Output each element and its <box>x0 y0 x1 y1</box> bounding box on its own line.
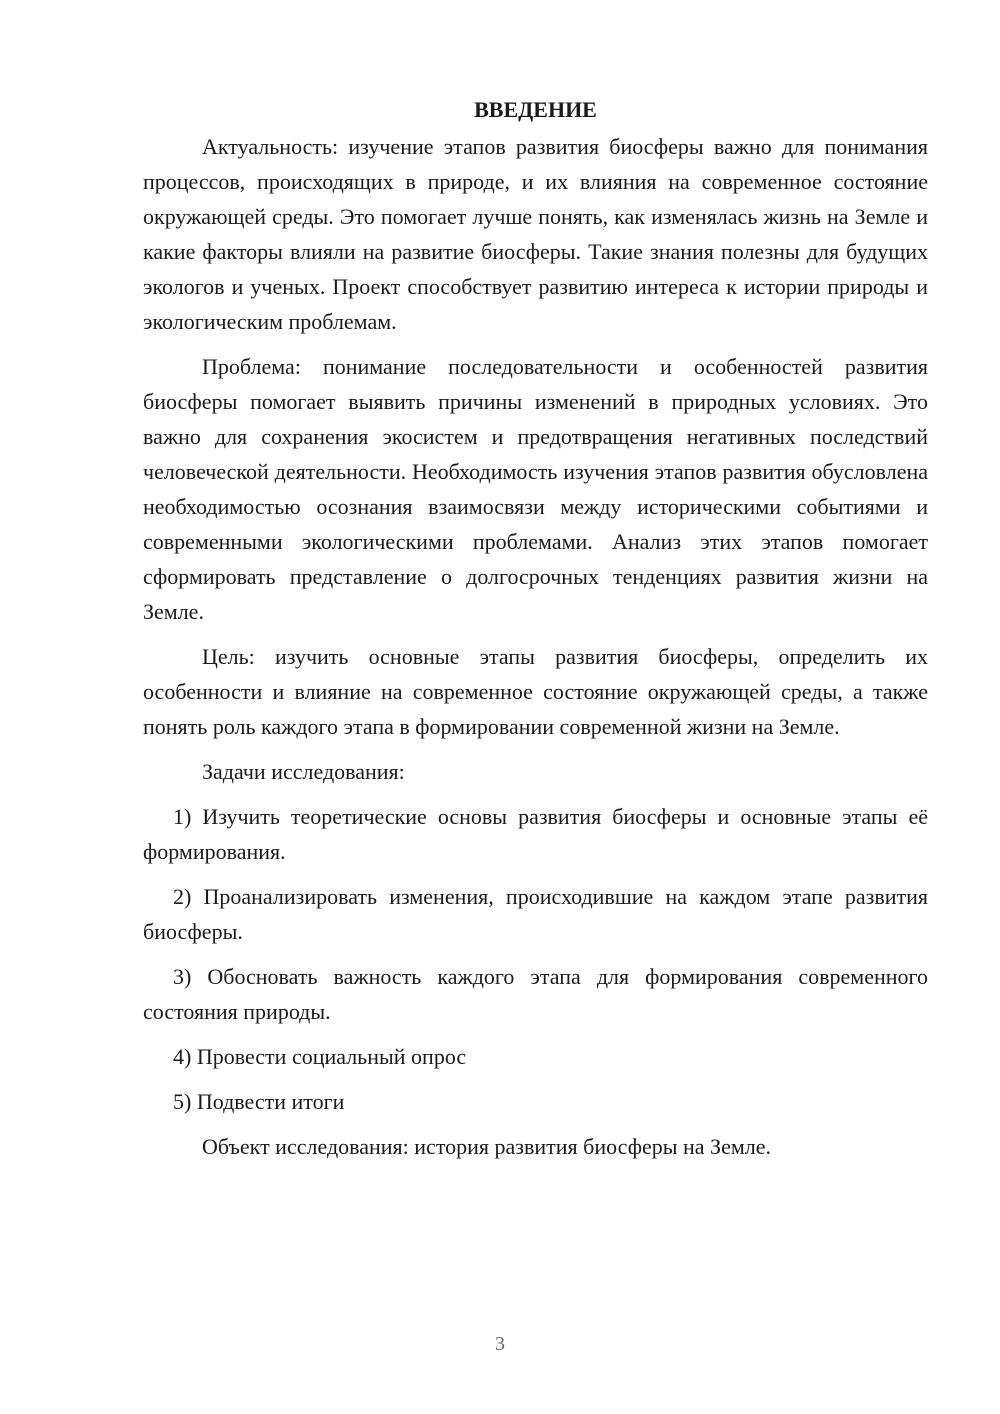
task-item-3: 3) Обосновать важность каждого этапа для формирования современного состояния природы. <box>143 964 928 1024</box>
task-item-2: 2) Проанализировать изменения, происходившие на каждом этапе развития биосферы. <box>143 884 928 944</box>
task-item-4: 4) Провести социальный опрос <box>173 1044 467 1069</box>
page-title: ВВЕДЕНИЕ <box>474 97 597 122</box>
object-paragraph: Объект исследования: история развития биосферы на Земле. <box>202 1134 771 1159</box>
problem-paragraph: Проблема: понимание последовательности и особенностей развития биосферы помогает выявить причины изменений в природных условиях. Это важно для сохранения экосистем и предотвращения негативных последствий человеческой деятельности. Необходимость изучения этапов развития обусловлена необходимостью осознания взаимосвязи между историческими событиями и современными экологическими проблемами. Анализ этих этапов помогает сформировать представление о долгосрочных тенденциях развития жизни на Земле. <box>143 354 928 624</box>
page-number: 3 <box>495 1333 505 1355</box>
relevance-paragraph: Актуальность: изучение этапов развития биосферы важно для понимания процессов, происходящих в природе, и их влияния на современное состояние окружающей среды. Это помогает лучше понять, как изменялась жизнь на Земле и какие факторы влияли на развитие биосферы. Такие знания полезны для будущих экологов и ученых. Проект способствует развитию интереса к истории природы и экологическим проблемам. <box>143 134 928 334</box>
tasks-heading: Задачи исследования: <box>202 759 405 784</box>
goal-paragraph: Цель: изучить основные этапы развития биосферы, определить их особенности и влияние на современное состояние окружающей среды, а также понять роль каждого этапа в формировании современной жизни на Земле. <box>143 644 928 739</box>
task-item-5: 5) Подвести итоги <box>173 1089 345 1114</box>
task-item-1: 1) Изучить теоретические основы развития биосферы и основные этапы её формирования. <box>143 804 928 864</box>
tasks-list <box>143 799 928 1119</box>
document-page <box>143 92 928 1174</box>
